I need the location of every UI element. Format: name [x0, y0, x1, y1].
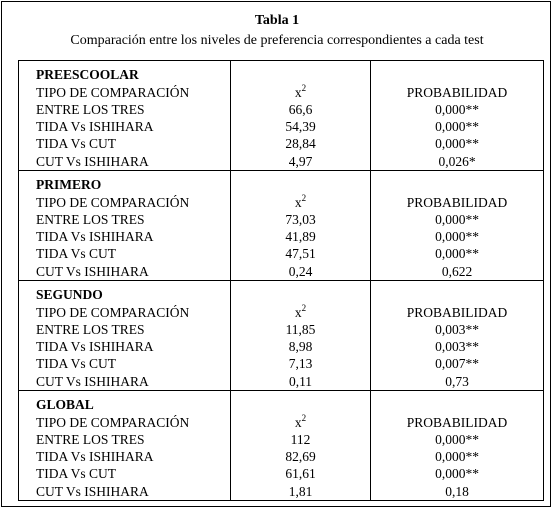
- column-header-row: [19, 193, 544, 211]
- probability-value: 0,000**: [371, 101, 544, 118]
- probability-value: 0,000**: [371, 118, 544, 135]
- comparison-label: ENTRE LOS TRES: [19, 211, 231, 228]
- chi-square-value: 8,98: [231, 338, 371, 355]
- chi-square-header: [231, 413, 371, 431]
- probability-value: 0,026*: [371, 152, 544, 171]
- comparison-label: ENTRE LOS TRES: [19, 101, 231, 118]
- comparison-label: ENTRE LOS TRES: [19, 321, 231, 338]
- empty-cell: [371, 171, 544, 194]
- probability-value: 0,622: [371, 262, 544, 281]
- table-row: [19, 211, 544, 228]
- table-row: [19, 465, 544, 482]
- probability-header: PROBABILIDAD: [371, 83, 544, 101]
- chi-symbol: x: [294, 85, 302, 100]
- table-caption: Comparación entre los niveles de preferencia correspondientes a cada test: [70, 33, 484, 48]
- comparison-label: CUT Vs ISHIHARA: [19, 372, 231, 391]
- comparison-label: TIDA Vs CUT: [19, 355, 231, 372]
- probability-value: 0,000**: [371, 465, 544, 482]
- chi-square-value: 28,84: [231, 135, 371, 152]
- empty-cell: [371, 61, 544, 84]
- empty-cell: [371, 391, 544, 414]
- column-header-row: [19, 83, 544, 101]
- table-row: [19, 228, 544, 245]
- probability-value: 0,000**: [371, 211, 544, 228]
- chi-square-value: 0,11: [231, 372, 371, 391]
- comparison-label: ENTRE LOS TRES: [19, 431, 231, 448]
- probability-value: 0,007**: [371, 355, 544, 372]
- chi-square-value: 41,89: [231, 228, 371, 245]
- chi-square-header: [231, 193, 371, 211]
- table-row: [19, 482, 544, 501]
- chi-exponent: 2: [301, 413, 307, 423]
- section-title-row: [19, 61, 544, 84]
- comparison-label: TIDA Vs CUT: [19, 465, 231, 482]
- table-title: Tabla 1: [254, 13, 300, 28]
- table-row: [19, 245, 544, 262]
- probability-header: PROBABILIDAD: [371, 413, 544, 431]
- chi-square-value: 54,39: [231, 118, 371, 135]
- comparison-label: CUT Vs ISHIHARA: [19, 152, 231, 171]
- table-row: [19, 135, 544, 152]
- chi-square-value: 112: [231, 431, 371, 448]
- chi-square-value: 11,85: [231, 321, 371, 338]
- empty-cell: [231, 61, 371, 84]
- table-row: [19, 448, 544, 465]
- chi-symbol: x: [294, 415, 302, 430]
- column-header-row: [19, 413, 544, 431]
- comparison-label: TIDA Vs ISHIHARA: [19, 228, 231, 245]
- comparison-header: TIPO DE COMPARACIÓN: [19, 193, 231, 211]
- chi-square-value: 4,97: [231, 152, 371, 171]
- section-title: PREESCOOLAR: [19, 61, 231, 84]
- table-row: [19, 355, 544, 372]
- chi-square-header: [231, 83, 371, 101]
- chi-square-value: 1,81: [231, 482, 371, 501]
- probability-value: 0,000**: [371, 431, 544, 448]
- probability-value: 0,003**: [371, 338, 544, 355]
- comparison-header: TIPO DE COMPARACIÓN: [19, 413, 231, 431]
- chi-square-value: 7,13: [231, 355, 371, 372]
- section-title-row: [19, 281, 544, 304]
- probability-header: PROBABILIDAD: [371, 193, 544, 211]
- probability-header: PROBABILIDAD: [371, 303, 544, 321]
- chi-square-value: 82,69: [231, 448, 371, 465]
- comparison-label: TIDA Vs ISHIHARA: [19, 118, 231, 135]
- probability-value: 0,003**: [371, 321, 544, 338]
- table-row: [19, 338, 544, 355]
- chi-square-header: [231, 303, 371, 321]
- comparison-header: TIPO DE COMPARACIÓN: [19, 83, 231, 101]
- table-row: [19, 431, 544, 448]
- chi-square-value: 0,24: [231, 262, 371, 281]
- chi-square-value: 47,51: [231, 245, 371, 262]
- comparison-label: CUT Vs ISHIHARA: [19, 262, 231, 281]
- probability-value: 0,000**: [371, 228, 544, 245]
- chi-exponent: 2: [301, 303, 307, 313]
- comparison-header: TIPO DE COMPARACIÓN: [19, 303, 231, 321]
- probability-value: 0,000**: [371, 448, 544, 465]
- comparison-label: CUT Vs ISHIHARA: [19, 482, 231, 501]
- chi-exponent: 2: [301, 83, 307, 93]
- chi-symbol: x: [294, 305, 302, 320]
- probability-value: 0,000**: [371, 245, 544, 262]
- comparison-table: [18, 60, 544, 501]
- column-header-row: [19, 303, 544, 321]
- table-row: [19, 152, 544, 171]
- chi-square-value: 61,61: [231, 465, 371, 482]
- probability-value: 0,73: [371, 372, 544, 391]
- section-title: GLOBAL: [19, 391, 231, 414]
- chi-square-value: 73,03: [231, 211, 371, 228]
- probability-value: 0,18: [371, 482, 544, 501]
- table-row: [19, 101, 544, 118]
- table-row: [19, 372, 544, 391]
- table-row: [19, 118, 544, 135]
- chi-square-value: 66,6: [231, 101, 371, 118]
- empty-cell: [231, 171, 371, 194]
- section-title-row: [19, 391, 544, 414]
- empty-cell: [231, 281, 371, 304]
- table-row: [19, 321, 544, 338]
- section-title: SEGUNDO: [19, 281, 231, 304]
- comparison-label: TIDA Vs CUT: [19, 245, 231, 262]
- chi-exponent: 2: [301, 193, 307, 203]
- comparison-label: TIDA Vs ISHIHARA: [19, 338, 231, 355]
- comparison-label: TIDA Vs ISHIHARA: [19, 448, 231, 465]
- chi-symbol: x: [294, 195, 302, 210]
- table-row: [19, 262, 544, 281]
- section-title-row: [19, 171, 544, 194]
- probability-value: 0,000**: [371, 135, 544, 152]
- empty-cell: [371, 281, 544, 304]
- section-title: PRIMERO: [19, 171, 231, 194]
- comparison-label: TIDA Vs CUT: [19, 135, 231, 152]
- empty-cell: [231, 391, 371, 414]
